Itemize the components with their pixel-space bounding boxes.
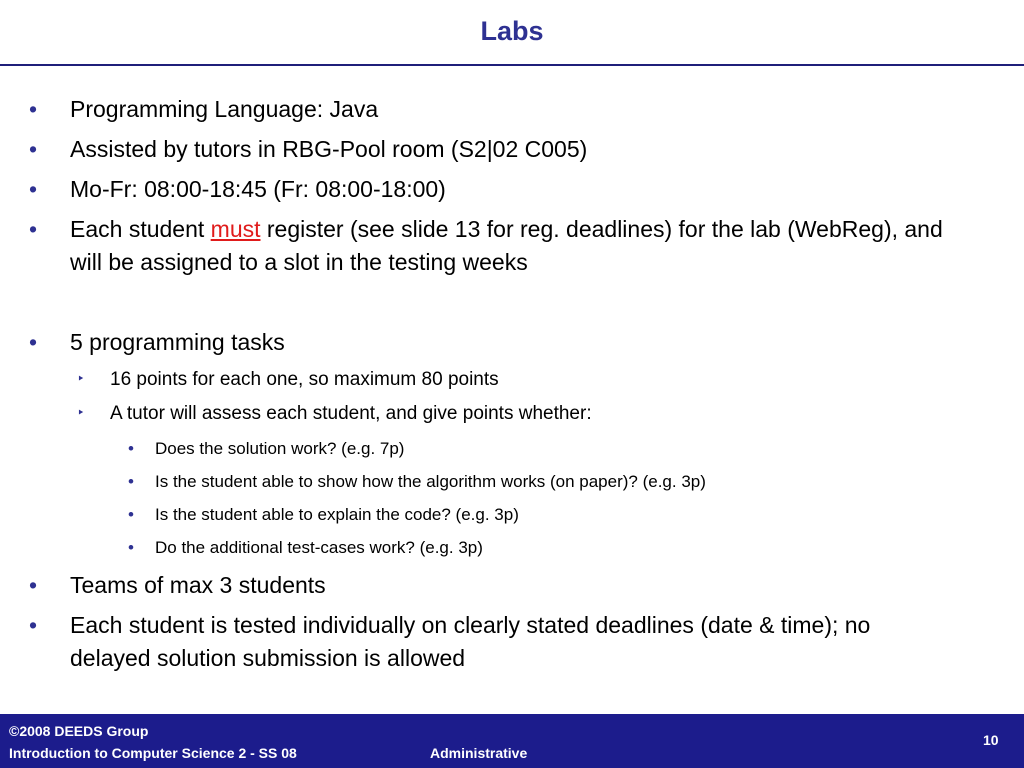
triangle-bullet-icon: ‣ bbox=[77, 405, 85, 420]
bullet-item bbox=[29, 569, 950, 602]
sub-sub-bullet-text: Does the solution work? (e.g. 7p) bbox=[155, 439, 405, 458]
bullet-item bbox=[29, 93, 950, 126]
bullet-text: Each student is tested individually on clearly stated deadlines (date & time); no delayed solution submission is allowed bbox=[70, 612, 871, 671]
page-number: 10 bbox=[983, 732, 999, 748]
bullet-item bbox=[29, 173, 950, 206]
bullet-item bbox=[29, 133, 950, 166]
footer-copyright: ©2008 DEEDS Group bbox=[9, 723, 149, 739]
bullet-item bbox=[29, 326, 950, 359]
sub-sub-bullet-item bbox=[128, 471, 975, 493]
title-divider bbox=[0, 64, 1024, 66]
sub-sub-bullet-item bbox=[128, 537, 975, 559]
bullet-text: Programming Language: Java bbox=[70, 96, 379, 122]
sub-bullet-item bbox=[77, 401, 930, 427]
bullet-item bbox=[29, 213, 950, 279]
bullet-dot-icon: • bbox=[29, 96, 38, 122]
footer-section: Administrative bbox=[430, 745, 528, 761]
bullet-dot-icon: • bbox=[29, 216, 38, 242]
bullet-dot-icon: • bbox=[29, 572, 38, 598]
bullet-text: Assisted by tutors in RBG-Pool room (S2|02 C005) bbox=[70, 136, 588, 162]
bullet-dot-icon: • bbox=[128, 472, 134, 491]
bullet-text bbox=[70, 216, 943, 275]
sub-sub-bullet-text: Is the student able to explain the code? (e.g. 3p) bbox=[155, 505, 519, 524]
bullet-dot-icon: • bbox=[29, 176, 38, 202]
bullet-dot-icon: • bbox=[29, 329, 38, 355]
bullet-dot-icon: • bbox=[128, 439, 134, 458]
emphasis-must: must bbox=[210, 216, 261, 242]
sub-sub-bullet-text: Is the student able to show how the algorithm works (on paper)? (e.g. 3p) bbox=[155, 472, 706, 491]
bullet-dot-icon: • bbox=[128, 538, 134, 557]
slide-footer bbox=[0, 714, 1024, 768]
slide-title: Labs bbox=[480, 16, 544, 46]
bullet-text-part: Each student bbox=[70, 216, 211, 242]
sub-sub-bullet-item bbox=[128, 438, 975, 460]
sub-bullet-item bbox=[77, 367, 930, 393]
bullet-dot-icon: • bbox=[29, 136, 38, 162]
bullet-text: 5 programming tasks bbox=[70, 329, 285, 355]
bullet-dot-icon: • bbox=[128, 505, 134, 524]
bullet-text: Mo-Fr: 08:00-18:45 (Fr: 08:00-18:00) bbox=[70, 176, 446, 202]
sub-sub-bullet-item bbox=[128, 504, 975, 526]
triangle-bullet-icon: ‣ bbox=[77, 371, 85, 386]
bullet-text-part: register (see slide 13 for reg. deadlines) for the lab (WebReg), and will be assigned to a slot in the testing weeks bbox=[70, 216, 943, 275]
sub-bullet-text: 16 points for each one, so maximum 80 points bbox=[110, 369, 499, 390]
bullet-item bbox=[29, 609, 950, 675]
bullet-text: Teams of max 3 students bbox=[70, 572, 326, 598]
bullet-dot-icon: • bbox=[29, 612, 38, 638]
footer-course: Introduction to Computer Science 2 - SS 08 bbox=[9, 745, 297, 761]
sub-bullet-text: A tutor will assess each student, and give points whether: bbox=[110, 403, 592, 424]
sub-sub-bullet-text: Do the additional test-cases work? (e.g. 3p) bbox=[155, 538, 483, 557]
